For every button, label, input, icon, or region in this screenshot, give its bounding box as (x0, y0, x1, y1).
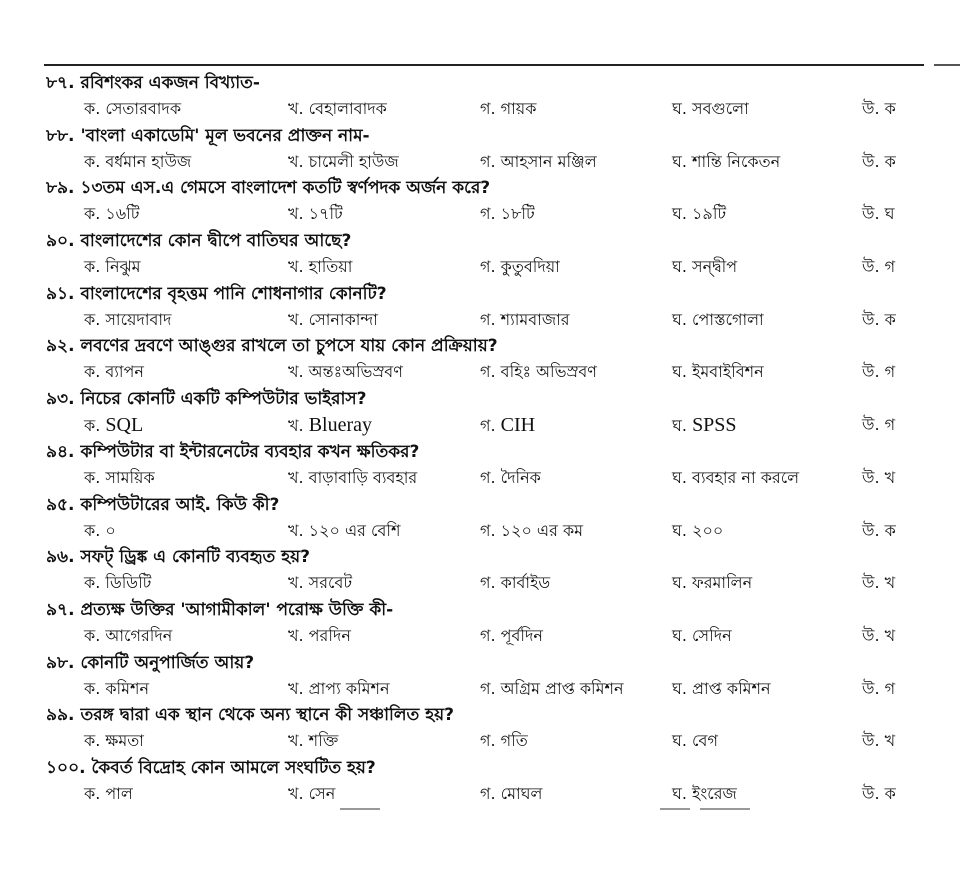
option-b: খ. ১২০ এর বেশি (288, 520, 401, 540)
question-number: ৯৭. (46, 599, 75, 620)
option-b: খ. হাতিয়া (288, 257, 353, 277)
question-item (0, 650, 960, 703)
question-item (0, 492, 960, 545)
question-item (0, 439, 960, 492)
question-text (46, 123, 370, 149)
option-c: গ. বহিঃ অভিস্রবণ (480, 362, 597, 382)
option-b: খ. অন্তঃঅভিস্রবণ (288, 362, 403, 382)
question-stem: সফট্ ড্রিঙ্ক এ কোনটি ব্যবহৃত হয়? (80, 547, 310, 568)
option-c: গ. দৈনিক (480, 467, 541, 487)
question-stem: বাংলাদেশের বৃহত্তম পানি শোধনাগার কোনটি? (80, 283, 387, 304)
question-text (46, 70, 260, 96)
question-number: ৯২. (46, 336, 75, 357)
answer-label: উ. ক (862, 151, 896, 171)
option-b: খ. পরদিন (288, 625, 351, 645)
option-d: ঘ. সন্দ্বীপ (672, 257, 738, 277)
answer-label: উ. ক (862, 783, 896, 803)
option-d: ঘ. পোস্তগোলা (672, 309, 764, 329)
question-stem: কম্পিউটার বা ইন্টারনেটের ব্যবহার কখন ক্ষতিকর? (80, 441, 420, 462)
question-item (0, 281, 960, 334)
option-d: ঘ. ব্যবহার না করলে (672, 467, 800, 487)
question-text (46, 228, 351, 254)
question-stem: লবণের দ্রবণে আঙ্গুর রাখলে তা চুপসে যায় কোন প্রক্রিয়ায়? (80, 336, 498, 357)
option-c: গ. গতি (480, 731, 528, 751)
option-b: খ. সেন (288, 783, 336, 803)
top-rule-tail (934, 64, 960, 66)
bottom-scan-marks (300, 806, 760, 812)
option-d: ঘ. ২০০ (672, 520, 724, 540)
question-number: ৯৪. (46, 441, 75, 462)
option-a: ক. কমিশন (84, 678, 150, 698)
option-value: SPSS (692, 414, 737, 437)
option-c: গ. পূর্বদিন (480, 625, 543, 645)
question-text (46, 175, 490, 201)
question-item (0, 228, 960, 281)
option-b: খ. প্রাপ্য কমিশন (288, 678, 390, 698)
option-b: খ. শক্তি (288, 731, 339, 751)
option-c: গ. ১৮টি (480, 204, 535, 224)
option-label: গ. (480, 416, 501, 436)
answer-label: উ. ঘ (862, 204, 895, 224)
option-c: গ. কুতুবদিয়া (480, 257, 560, 277)
option-a: ক. নিঝুম (84, 257, 141, 277)
option-c (480, 412, 535, 438)
question-number: ৯১. (46, 283, 75, 304)
question-text (46, 650, 254, 676)
option-c: গ. মোঘল (480, 783, 543, 803)
option-c: গ. কার্বাইড (480, 573, 551, 593)
question-item (0, 333, 960, 386)
question-number: ৯৯. (46, 705, 75, 726)
option-a: ক. পাল (84, 783, 133, 803)
option-b: খ. বেহালাবাদক (288, 99, 387, 118)
answer-label: উ. খ (862, 467, 896, 487)
option-a: ক. বর্ধমান হাউজ (84, 151, 192, 171)
option-d: ঘ. ফরমালিন (672, 573, 753, 593)
option-a: ক. সাময়িক (84, 467, 155, 487)
option-d: ঘ. সবগুলো (672, 99, 749, 118)
option-b: খ. সরবেট (288, 573, 353, 593)
option-a: ক. ব্যাপন (84, 362, 144, 382)
option-a: ক. ক্ষমতা (84, 731, 144, 751)
question-number: ৯৮. (46, 652, 75, 673)
question-item (0, 544, 960, 597)
question-stem: কোনটি অনুপার্জিত আয়? (80, 652, 255, 673)
question-stem: নিচের কোনটি একটি কম্পিউটার ভাইরাস? (80, 389, 367, 410)
answer-label: উ. খ (862, 731, 896, 751)
question-number: ১০০. (46, 757, 86, 778)
question-item (0, 702, 960, 755)
question-stem: কম্পিউটারের আই. কিউ কী? (80, 494, 280, 515)
option-b: খ. বাড়াবাড়ি ব্যবহার (288, 467, 418, 487)
answer-label: উ. ক (862, 99, 896, 118)
question-item (0, 123, 960, 176)
option-b (288, 412, 372, 438)
option-b: খ. ১৭টি (288, 204, 343, 224)
answer-label: উ. ক (862, 309, 896, 329)
option-label: ঘ. (672, 416, 693, 436)
question-number: ৯৬. (46, 547, 75, 568)
option-c: গ. অগ্রিম প্রাপ্ত কমিশন (480, 678, 624, 698)
top-rule (44, 64, 924, 66)
question-item (0, 597, 960, 650)
question-number: ৯০. (46, 231, 75, 252)
option-c: গ. ১২০ এর কম (480, 520, 584, 540)
question-number: ৮৯. (46, 178, 75, 199)
option-d: ঘ. প্রাপ্ত কমিশন (672, 678, 771, 698)
question-stem: বাংলাদেশের কোন দ্বীপে বাতিঘর আছে? (80, 231, 352, 252)
question-stem: ১৩তম এস.এ গেমসে বাংলাদেশ কতটি স্বর্ণপদক অর্জন করে? (80, 178, 491, 199)
option-a (84, 412, 143, 438)
option-label: ক. (84, 416, 106, 436)
answer-label: উ. খ (862, 625, 896, 645)
option-b: খ. চামেলী হাউজ (288, 151, 399, 171)
question-stem: 'বাংলা একাডেমি' মূল ভবনের প্রাক্তন নাম- (80, 125, 370, 146)
question-text (46, 755, 376, 781)
option-value: CIH (500, 414, 536, 437)
question-stem: তরঙ্গ দ্বারা এক স্থান থেকে অন্য স্থানে কী সঞ্চালিত হয়? (80, 705, 455, 726)
option-d: ঘ. ইমবাইবিশন (672, 362, 764, 382)
question-item (0, 386, 960, 439)
question-text (46, 702, 454, 728)
question-item (0, 755, 960, 808)
option-c: গ. আহসান মঞ্জিল (480, 151, 597, 171)
question-text (46, 281, 387, 307)
question-text (46, 333, 498, 359)
option-b: খ. সোনাকান্দা (288, 309, 378, 329)
question-number: ৯৩. (46, 389, 75, 410)
question-text (46, 386, 367, 412)
option-value: Blueray (308, 414, 372, 437)
question-text (46, 439, 419, 465)
option-d: ঘ. ইংরেজ (672, 783, 737, 803)
question-item (0, 175, 960, 228)
answer-label: উ. গ (862, 678, 896, 698)
option-d: ঘ. বেগ (672, 731, 718, 751)
question-number: ৯৫. (46, 494, 75, 515)
answer-label: উ. গ (862, 415, 896, 435)
option-a: ক. ডিডিটি (84, 573, 152, 593)
answer-label: উ. গ (862, 362, 896, 382)
question-text (46, 492, 279, 518)
option-c: গ. শ্যামবাজার (480, 309, 570, 329)
question-text (46, 544, 310, 570)
option-a: ক. সেতারবাদক (84, 99, 182, 118)
question-list (0, 70, 960, 808)
option-d: ঘ. সেদিন (672, 625, 732, 645)
answer-label: উ. ক (862, 520, 896, 540)
option-d: ঘ. শান্তি নিকেতন (672, 151, 781, 171)
option-a: ক. ০ (84, 520, 116, 540)
option-a: ক. আগেরদিন (84, 625, 173, 645)
question-stem: রবিশংকর একজন বিখ্যাত- (80, 73, 260, 93)
option-label: খ. (288, 416, 309, 436)
option-value: SQL (105, 414, 144, 437)
question-number: ৮৮. (46, 125, 75, 146)
question-number: ৮৭. (46, 73, 75, 93)
answer-label: উ. গ (862, 257, 896, 277)
question-item (0, 70, 960, 123)
option-a: ক. সায়েদাবাদ (84, 309, 172, 329)
option-a: ক. ১৬টি (84, 204, 140, 224)
question-text (46, 597, 393, 623)
answer-label: উ. খ (862, 573, 896, 593)
option-d: ঘ. ১৯টি (672, 204, 727, 224)
option-d (672, 412, 737, 438)
question-stem: প্রত্যক্ষ উক্তির 'আগামীকাল' পরোক্ষ উক্তি কী- (80, 599, 394, 620)
option-c: গ. গায়ক (480, 99, 537, 118)
question-stem: কৈবর্ত বিদ্রোহ কোন আমলে সংঘটিত হয়? (91, 757, 376, 778)
